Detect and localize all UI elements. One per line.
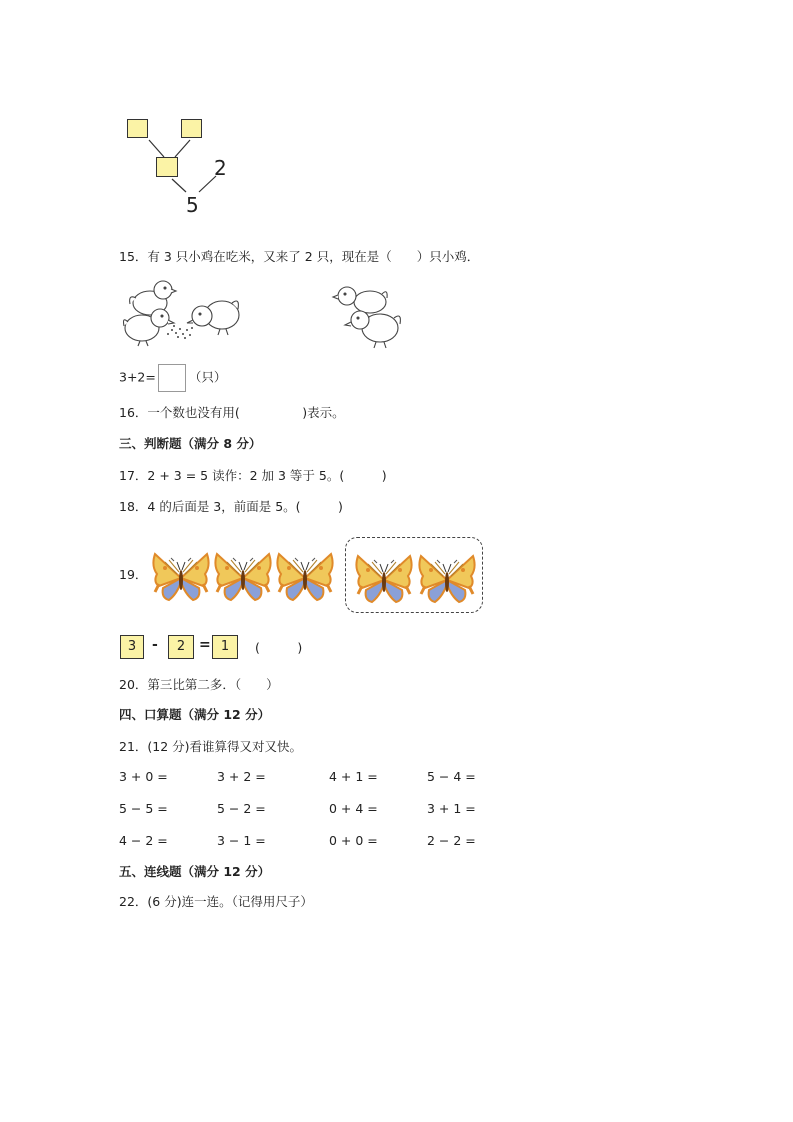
question-20-text: 20．第三比第二多．（ ） [119,677,279,692]
math-item: 3 − 1 = [217,833,266,848]
butterfly-4 [353,550,415,606]
butterfly-1 [150,548,212,604]
math-item: 3 + 2 = [217,769,266,784]
equation-box-minuend: 3 [120,635,144,659]
math-item: 5 − 4 = [427,769,476,784]
question-15-equation [119,364,226,392]
math-item: 0 + 0 = [329,833,378,848]
question-19-label: 19． [119,567,148,582]
two-chicks-illustration [328,282,408,352]
answer-box[interactable] [158,364,186,392]
butterfly-2 [212,548,274,604]
equation-box-result: 1 [212,635,238,659]
question-16-text: 16．一个数也没有用( )表示。 [119,405,345,420]
math-item: 4 + 1 = [329,769,378,784]
math-item: 3 + 0 = [119,769,168,784]
math-item: 0 + 4 = [329,801,378,816]
chicks-eating-illustration [120,278,245,348]
butterfly-5 [416,550,478,606]
question-17-text: 17．2 + 3 = 5 读作：2 加 3 等于 5。( ) [119,468,387,483]
equation-equals: = [199,637,211,653]
diagram-number-bottom: 5 [186,193,199,217]
math-item: 3 + 1 = [427,801,476,816]
equation-left: 3+2= [119,369,156,385]
question-18-text: 18．4 的后面是 3，前面是 5。( ) [119,499,343,514]
math-item: 2 − 2 = [427,833,476,848]
question-15-text: 15．有 3 只小鸡在吃米，又来了 2 只，现在是（ ）只小鸡． [119,249,480,264]
math-item: 5 − 2 = [217,801,266,816]
section-3-title: 三、判断题（满分 8 分） [119,436,262,451]
question-19-answer-paren: ( ) [255,640,303,655]
equation-box-subtrahend: 2 [168,635,194,659]
equation-minus: - [152,637,158,653]
section-4-title: 四、口算题（满分 12 分） [119,707,271,722]
question-21-text: 21．(12 分)看谁算得又对又快。 [119,739,303,754]
math-item: 5 − 5 = [119,801,168,816]
question-22-text: 22．(6 分)连一连。（记得用尺子） [119,894,313,909]
math-item: 4 − 2 = [119,833,168,848]
butterfly-3 [274,548,336,604]
diagram-number-right: 2 [214,156,227,180]
equation-unit: （只） [188,369,227,385]
section-5-title: 五、连线题（满分 12 分） [119,864,271,879]
